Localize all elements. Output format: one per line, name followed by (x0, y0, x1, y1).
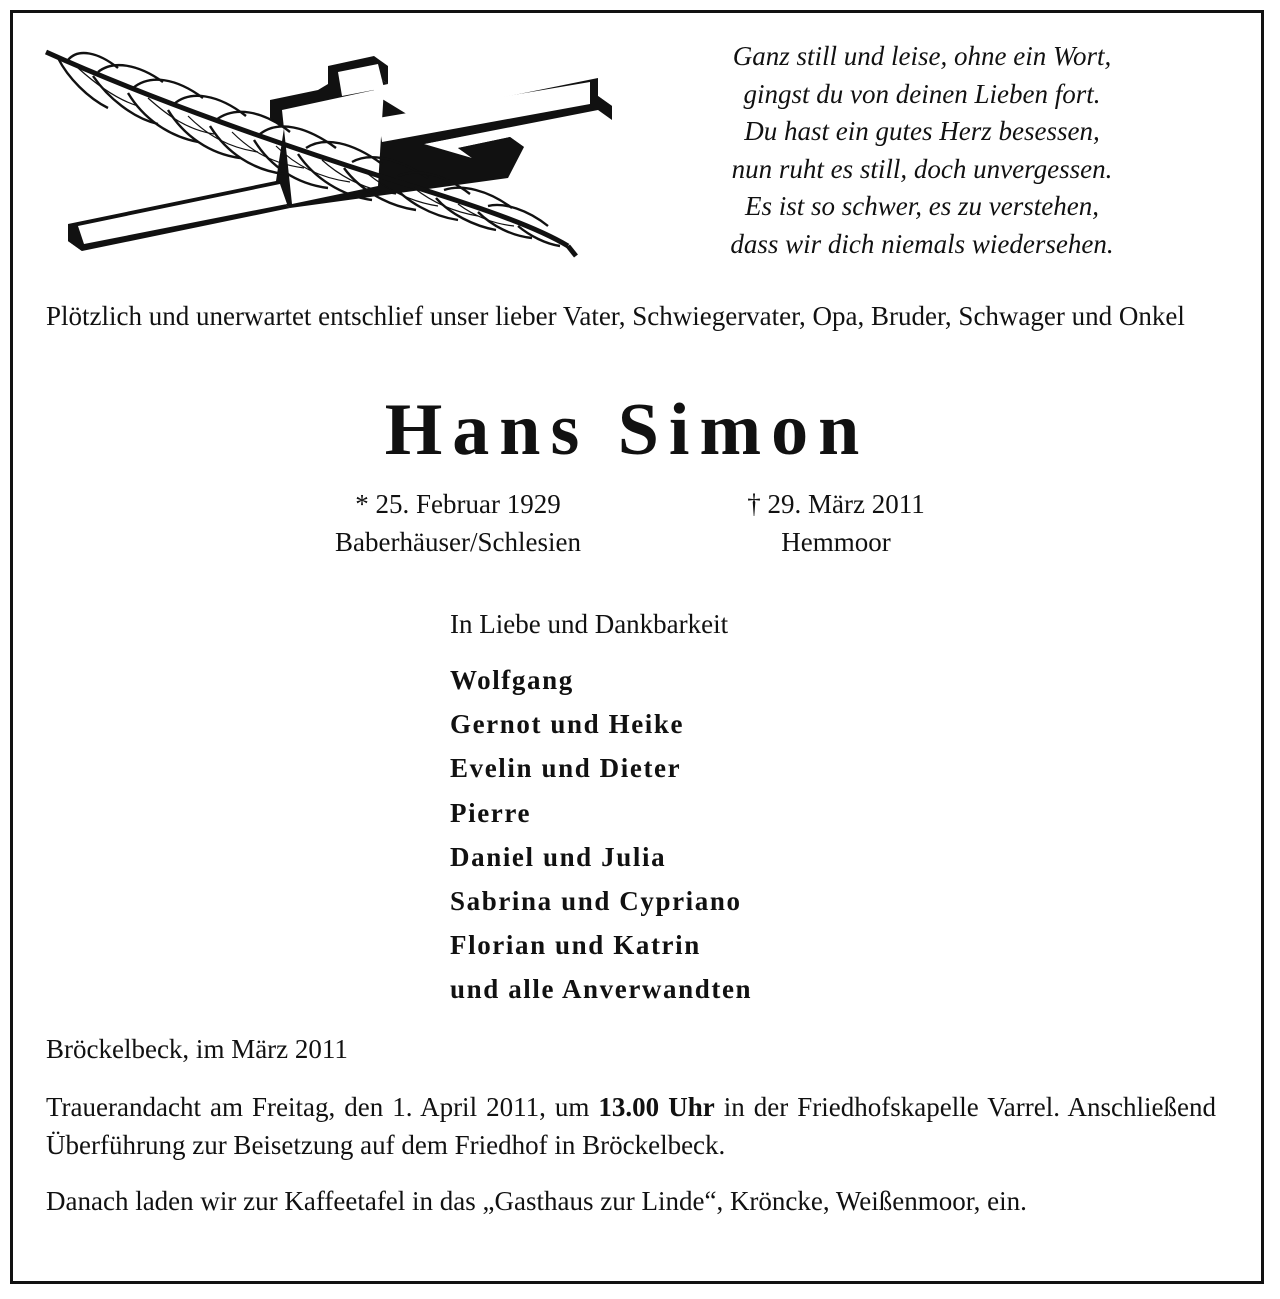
mourner: und alle Anverwandten (450, 974, 753, 1005)
service-text-end: in der Friedhofskapelle Varrel. Anschließend Überführung zur Beisetzung auf dem Friedhof in Bröckelbeck. (46, 1092, 1216, 1160)
birth-place: Baberhäuser/Schlesien (335, 527, 581, 557)
memorial-poem (640, 38, 1204, 263)
mourner: Sabrina und Cypriano (450, 886, 742, 917)
deceased-name: Hans Simon (384, 389, 870, 471)
mourner: Gernot und Heike (450, 709, 685, 740)
funeral-service-info (46, 1088, 1216, 1164)
mourner: Pierre (450, 797, 532, 828)
service-text-start: Trauerandacht am Freitag, den 1. April 2011, um (46, 1092, 599, 1122)
announcement-intro: Plötzlich und unerwartet entschlief unser lieber Vater, Schwiegervater, Opa, Bruder, Schwager und Onkel (46, 301, 1185, 331)
reception-info: Danach laden wir zur Kaffeetafel in das „Gasthaus zur Linde“, Kröncke, Weißenmoor, ein. (46, 1186, 1027, 1216)
death-place: Hemmoor (781, 527, 891, 557)
cross-with-palm-frond-icon (38, 38, 618, 268)
poem-line: Du hast ein gutes Herz besessen, (744, 116, 1100, 146)
birth-date: * 25. Februar 1929 (355, 489, 561, 519)
poem-line: nun ruht es still, doch unvergessen. (731, 153, 1113, 184)
mourner: Wolfgang (450, 665, 574, 695)
dedication: In Liebe und Dankbarkeit (450, 609, 729, 639)
death-date: † 29. März 2011 (747, 489, 925, 519)
death-info (700, 485, 972, 561)
poem-line: gingst du von deinen Lieben fort. (743, 78, 1101, 109)
birth-info (290, 485, 626, 561)
service-time: 13.00 Uhr (598, 1092, 715, 1122)
place-and-date: Bröckelbeck, im März 2011 (46, 1034, 348, 1064)
poem-line: dass wir dich niemals wiedersehen. (730, 228, 1114, 259)
mourner: Evelin und Dieter (450, 753, 682, 784)
poem-line: Ganz still und leise, ohne ein Wort, (732, 41, 1112, 71)
mourner: Daniel und Julia (450, 841, 667, 872)
poem-line: Es ist so schwer, es zu verstehen, (745, 191, 1099, 221)
mourners-list (450, 658, 752, 1012)
mourner: Florian und Katrin (450, 930, 701, 961)
